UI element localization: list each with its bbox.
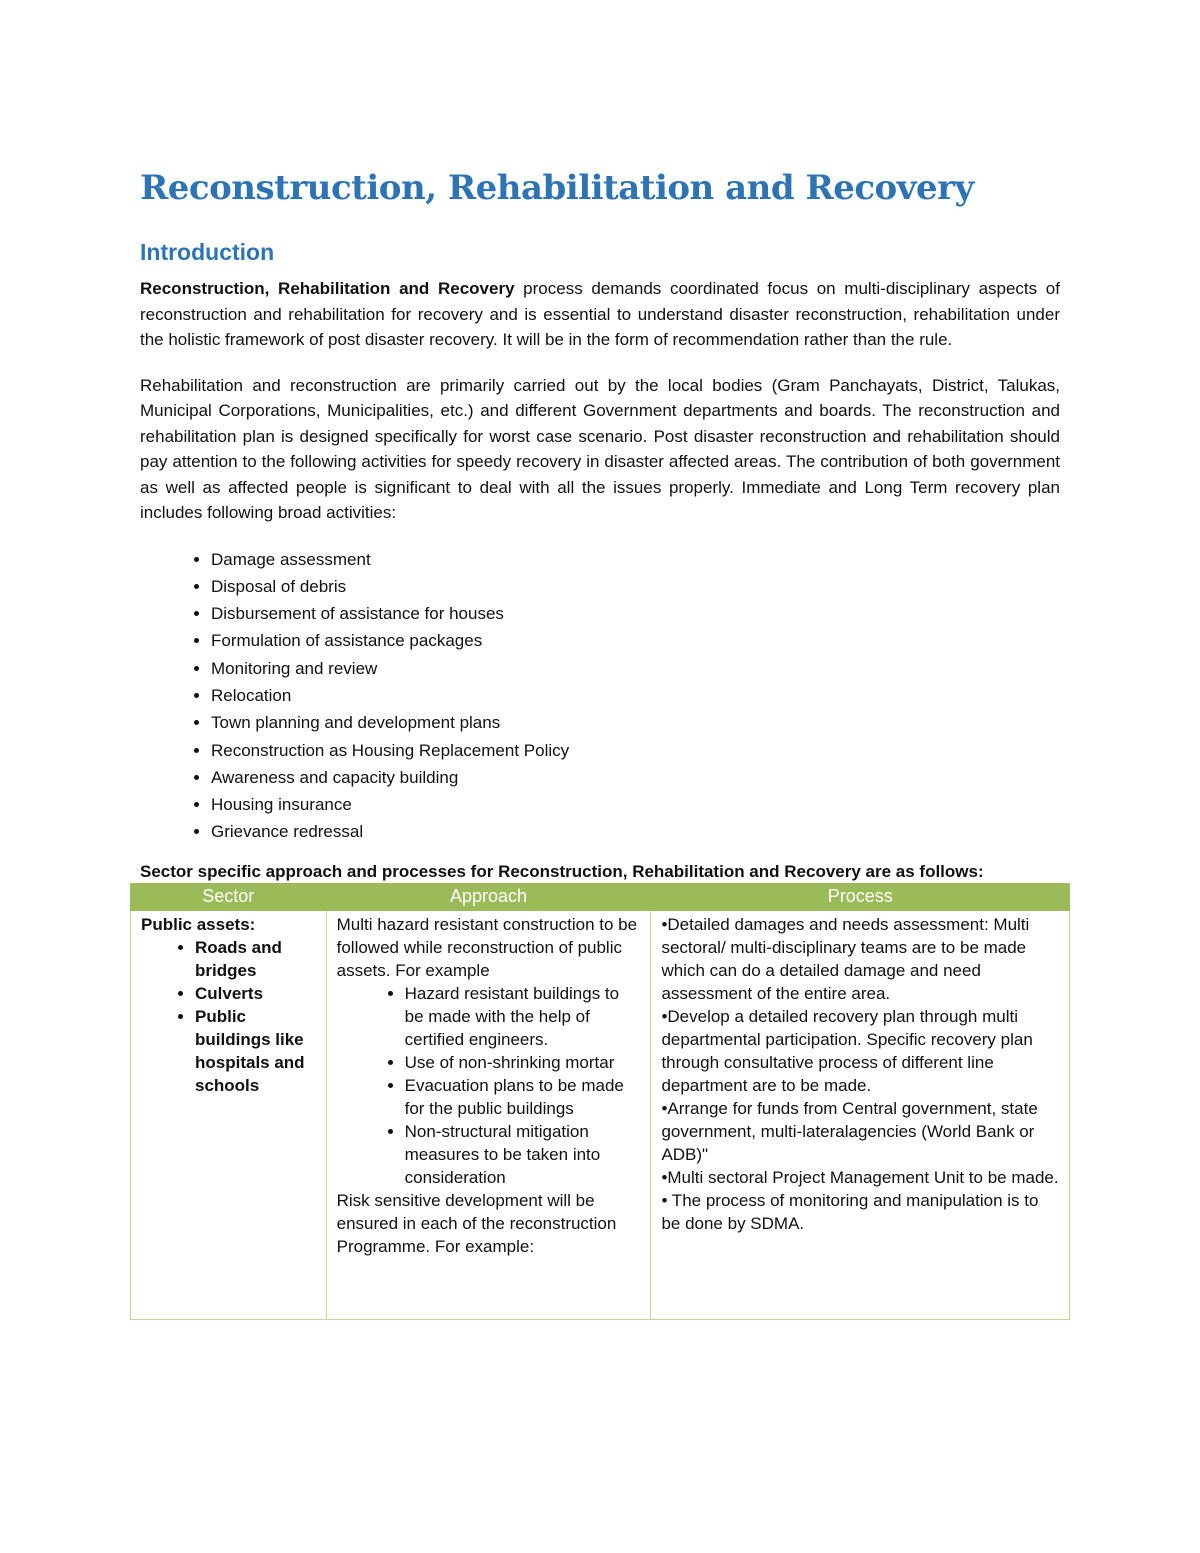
process-item: • The process of monitoring and manipulation is to be done by SDMA. <box>661 1190 1039 1233</box>
activities-list <box>140 546 1060 846</box>
sector-title: Public assets: <box>141 914 256 934</box>
list-item: • Reconstruction as Housing Replacement Policy <box>211 737 1060 764</box>
process-item: •Multi sectoral Project Management Unit to be made. <box>661 1167 1059 1187</box>
list-item: • Awareness and capacity building <box>211 764 1060 791</box>
list-item: • Evacuation plans to be made for the public buildings <box>405 1074 641 1120</box>
list-item: • Public buildings like hospitals and schools <box>195 1005 316 1097</box>
approach-cell <box>326 910 651 1319</box>
list-item: • Hazard resistant buildings to be made with the help of certified engineers. <box>405 982 641 1051</box>
table-row <box>131 910 1070 1319</box>
list-item: • Housing insurance <box>211 791 1060 818</box>
intro-bold-lead: Reconstruction, Rehabilitation and Recovery <box>140 279 515 298</box>
process-cell <box>651 910 1070 1319</box>
header-sector: Sector <box>131 883 327 910</box>
header-approach: Approach <box>326 883 651 910</box>
sector-cell <box>131 910 327 1319</box>
intro-paragraph-text: process demands coordinated focus on multi-disciplinary aspects of reconstruction and rehabilitation for recovery and is essential to understand disaster reconstruction, rehabilitation under the holistic framework of post disaster recovery. It will be in the form of recommendation rather than the rule. <box>140 279 1060 349</box>
list-item: • Use of non-shrinking mortar <box>405 1051 641 1074</box>
process-item: •Develop a detailed recovery plan through multi departmental participation. Specific recovery plan through consultative process of different line department are to be made. <box>661 1006 1033 1095</box>
sector-list <box>141 936 316 1097</box>
document-page <box>140 160 1060 1320</box>
approach-intro: Multi hazard resistant construction to be followed while reconstruction of public assets. For example <box>336 914 638 980</box>
list-item: • Relocation <box>211 682 1060 709</box>
list-item: • Culverts <box>195 982 316 1005</box>
sector-table <box>130 883 1070 1320</box>
list-item: • Damage assessment <box>211 546 1060 573</box>
header-process: Process <box>651 883 1070 910</box>
list-item: • Disbursement of assistance for houses <box>211 600 1060 627</box>
sector-heading: Sector specific approach and processes for Reconstruction, Rehabilitation and Recovery are as follows: <box>140 861 984 881</box>
list-item: • Grievance redressal <box>211 818 1060 845</box>
process-item: •Arrange for funds from Central government, state government, multi-lateralagencies (World Bank or ADB)" <box>661 1098 1038 1164</box>
list-item: • Non-structural mitigation measures to be taken into consideration <box>405 1120 641 1189</box>
approach-outro: Risk sensitive development will be ensured in each of the reconstruction Programme. For example: <box>336 1190 617 1256</box>
process-item: •Detailed damages and needs assessment: Multi sectoral/ multi-disciplinary teams are to be made which can do a detailed damage and need assessment of the entire area. <box>661 914 1030 1003</box>
rehab-paragraph: Rehabilitation and reconstruction are primarily carried out by the local bodies (Gram Panchayats, District, Talukas, Municipal Corporations, Municipalities, etc.) and different Government departments and boards. The reconstruction and rehabilitation plan is designed specifically for worst case scenario. Post disaster reconstruction and rehabilitation should pay attention to the following activities for speedy recovery in disaster affected areas. The contribution of both government as well as affected people is significant to deal with all the issues properly. Immediate and Long Term recovery plan includes following broad activities: <box>140 375 1060 522</box>
list-item: • Roads and bridges <box>195 936 316 982</box>
approach-list <box>337 982 641 1189</box>
list-item: • Formulation of assistance packages <box>211 627 1060 654</box>
intro-paragraph <box>140 276 1060 353</box>
page-title: Reconstruction, Rehabilitation and Recovery <box>140 168 974 208</box>
table-header-row <box>131 883 1070 910</box>
intro-heading: Introduction <box>140 239 275 265</box>
list-item: • Disposal of debris <box>211 573 1060 600</box>
list-item: • Monitoring and review <box>211 655 1060 682</box>
list-item: • Town planning and development plans <box>211 709 1060 736</box>
